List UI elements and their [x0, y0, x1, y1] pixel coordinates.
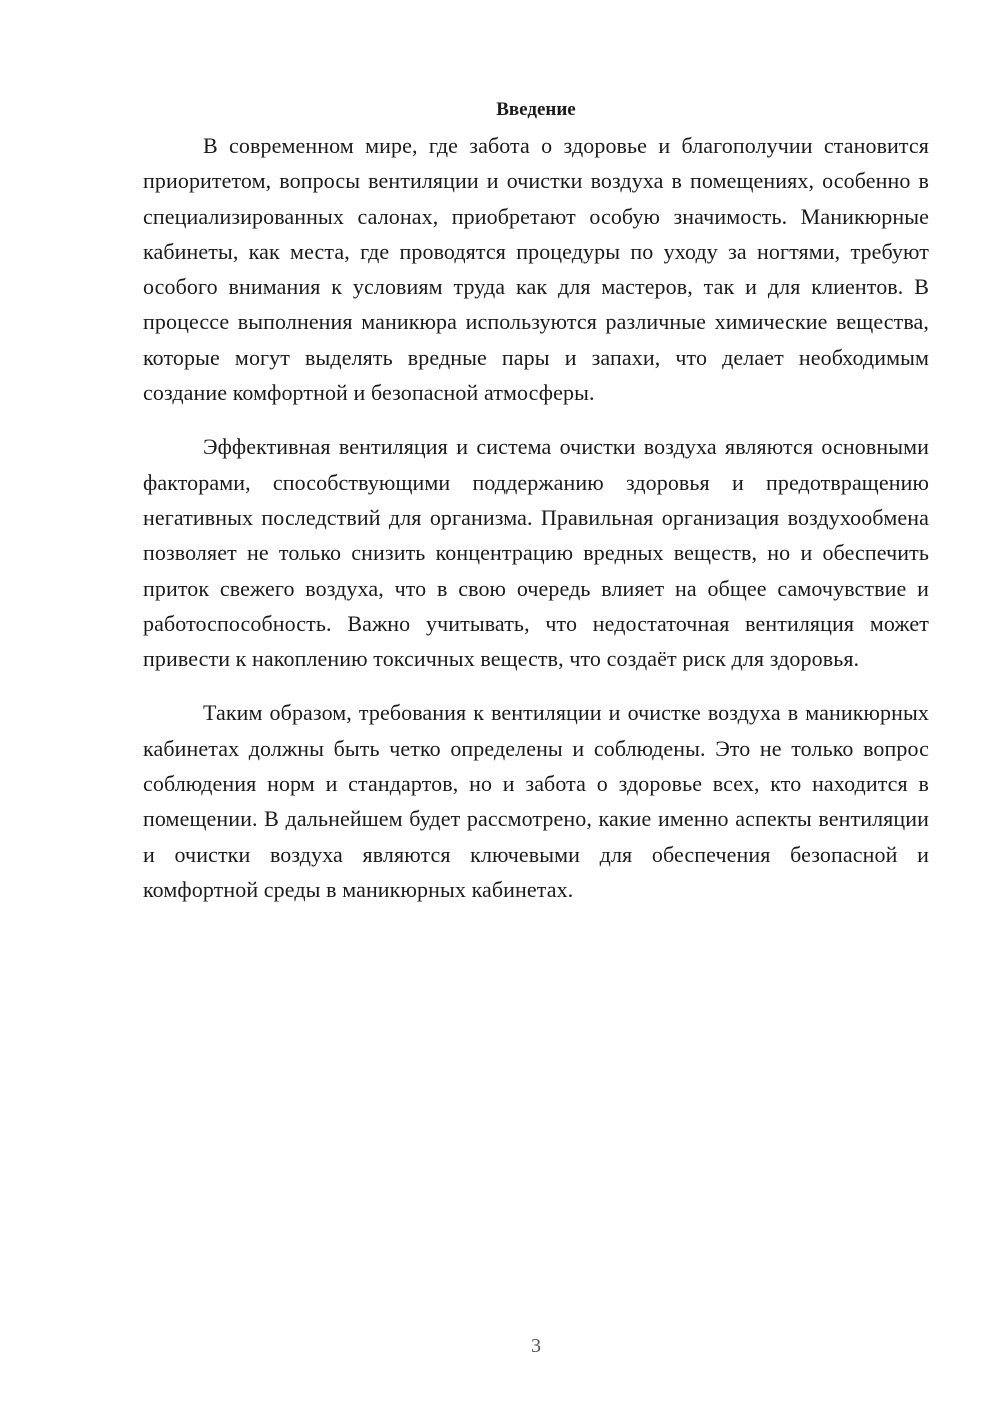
section-heading: Введение — [496, 99, 576, 120]
paragraph-3: Таким образом, требования к вентиляции и очистке воздуха в маникюрных кабинетах должны быть четко определены и соблюдены. Это не только вопрос соблюдения норм и стандартов, но и забота о здоровье всех, кто находится в помещении. В дальнейшем будет рассмотрено, какие именно аспекты вентиляции и очистки воздуха являются ключевыми для обеспечения безопасной и комфортной среды в маникюрных кабинетах. — [143, 700, 929, 902]
page-number: 3 — [531, 1335, 541, 1357]
page-content — [143, 92, 929, 926]
paragraph-1: В современном мире, где забота о здоровье и благополучии становится приоритетом, вопросы вентиляции и очистки воздуха в помещениях, особенно в специализированных салонах, приобретают особую значимость. Маникюрные кабинеты, как места, где проводятся процедуры по уходу за ногтями, требуют особого внимания к условиям труда как для мастеров, так и для клиентов. В процессе выполнения маникюра используются различные химические вещества, которые могут выделять вредные пары и запахи, что делает необходимым создание комфортной и безопасной атмосферы. — [143, 133, 929, 406]
paragraph-2: Эффективная вентиляция и система очистки воздуха являются основными факторами, способствующими поддержанию здоровья и предотвращению негативных последствий для организма. Правильная организация воздухообмена позволяет не только снизить концентрацию вредных веществ, но и обеспечить приток свежего воздуха, что в свою очередь влияет на общее самочувствие и работоспособность. Важно учитывать, что недостаточная вентиляция может привести к накоплению токсичных веществ, что создаёт риск для здоровья. — [143, 434, 929, 672]
